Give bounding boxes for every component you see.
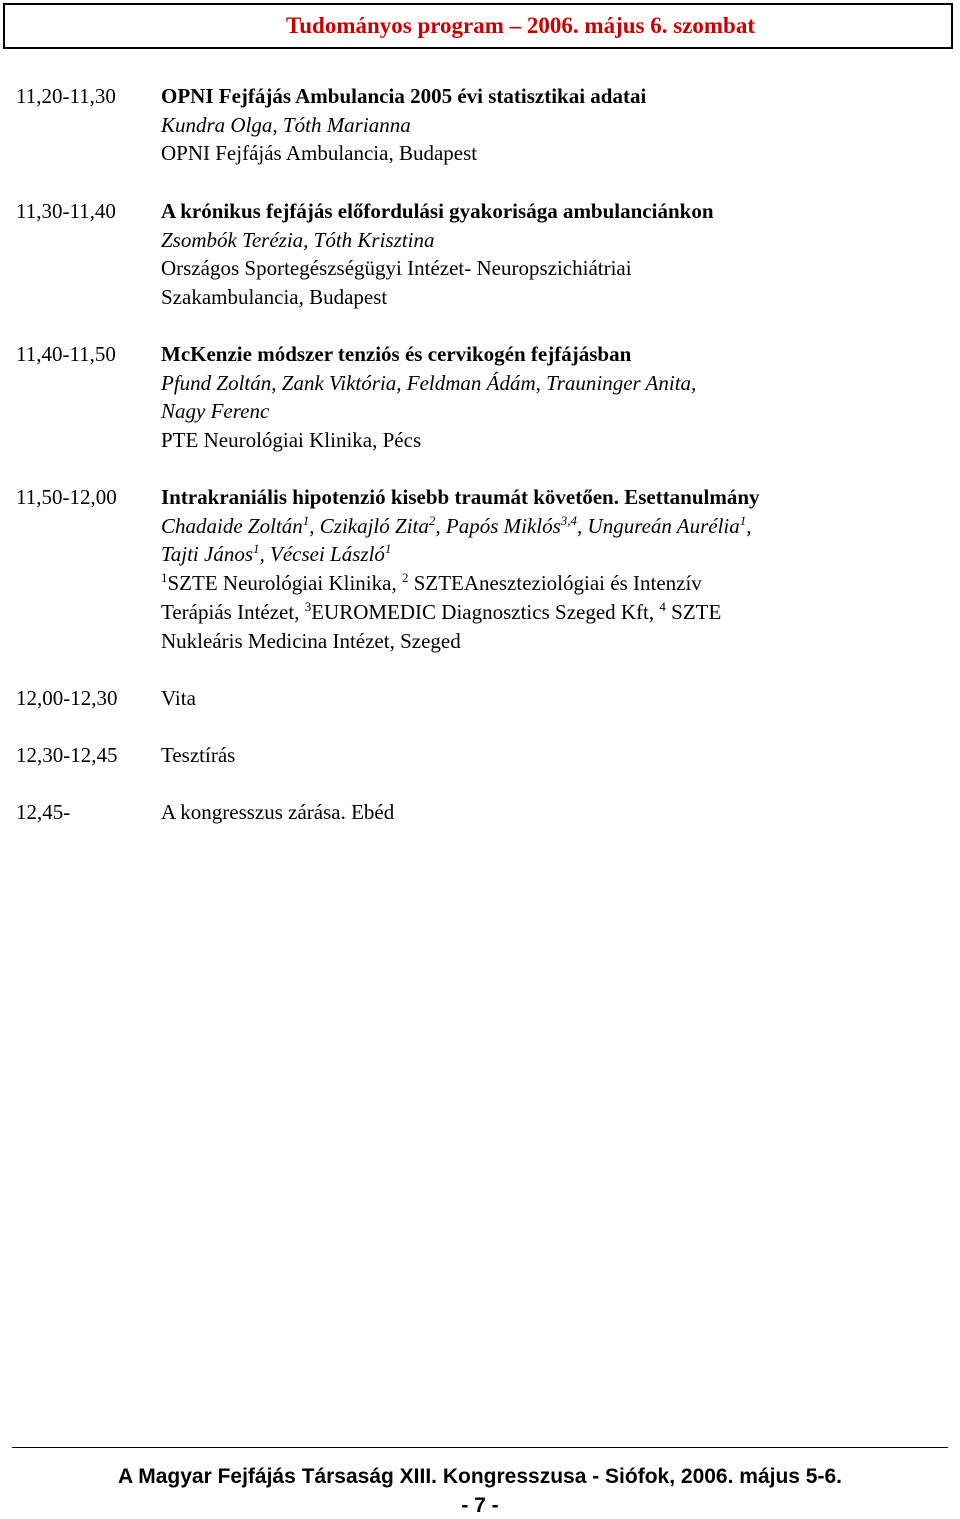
entry-text: Vita <box>161 686 196 710</box>
entry-affiliation: OPNI Fejfájás Ambulancia, Budapest <box>161 141 478 166</box>
header-box <box>3 3 953 49</box>
author-affiliation-sup: 1 <box>739 512 747 528</box>
author-affiliation-sup: 2 <box>428 512 436 528</box>
entry-authors: Zsombók Terézia, Tóth Krisztina <box>161 227 435 252</box>
affiliation-text: SZTEAneszteziológiai és Intenzív <box>413 571 702 596</box>
affiliation-sup: 4 <box>659 598 666 614</box>
entry-time: 11,20-11,30 <box>16 84 116 108</box>
footer-divider <box>12 1447 948 1448</box>
entry-authors: Tajti János$^1$, Vécsei László$^1$ <box>161 541 392 567</box>
entry-content <box>161 82 951 168</box>
entry-text: A kongresszus zárása. Ebéd <box>161 800 395 824</box>
affiliation-text: SZTE Neurológiai Klinika, <box>167 571 397 596</box>
entry-affiliation: Szakambulancia, Budapest <box>161 285 388 310</box>
entry-time: 12,45- <box>16 800 71 824</box>
entry-affiliation: Országos Sportegészségügyi Intézet- Neuropszichiátriai <box>161 256 632 281</box>
entry-title: A krónikus fejfájás előfordulási gyakorisága ambulanciánkon <box>161 199 714 223</box>
entry-content <box>161 483 951 655</box>
entry-text: Tesztírás <box>161 743 236 767</box>
affiliation-text: Nukleáris Medicina Intézet, Szeged <box>161 628 461 653</box>
affiliation-sup: 1 <box>161 570 168 586</box>
entry-time: 12,30-12,45 <box>16 743 118 767</box>
author-affiliation-sup: 1 <box>253 541 260 557</box>
affiliation-text: Terápiás Intézet, <box>161 599 300 624</box>
entry-affiliation <box>161 598 951 627</box>
author-affiliation-sup: 1 <box>384 541 392 557</box>
author-name: Tajti János <box>161 542 253 567</box>
entry-authors: Chadaide Zoltán$^1$, Czikajló Zita$^2$, Papós Miklós$^{3,4}$, Ungureán Aurélia$^1$, <box>161 512 752 538</box>
page-number: - 7 - <box>461 1494 499 1517</box>
entry-content <box>161 741 951 770</box>
entry-time: 11,50-12,00 <box>16 485 117 509</box>
entry-title: OPNI Fejfájás Ambulancia 2005 évi statisztikai adatai <box>161 84 647 108</box>
author-affiliation-sup: 3,4 <box>560 512 578 528</box>
author-name: Papós Miklós <box>445 513 561 538</box>
entry-title: Intrakraniális hipotenzió kisebb traumát követően. Esettanulmány <box>161 485 760 509</box>
entry-time: 11,40-11,50 <box>16 342 116 366</box>
affiliation-text: EUROMEDIC Diagnosztics Szeged Kft, <box>311 599 655 624</box>
entry-content <box>161 197 951 312</box>
author-name: Ungureán Aurélia <box>587 513 740 538</box>
entry-time: 12,00-12,30 <box>16 686 118 710</box>
author-name: Chadaide Zoltán <box>161 513 303 538</box>
author-affiliation-sup: 1 <box>302 512 310 528</box>
author-name: Czikajló Zita <box>319 513 429 538</box>
entry-content <box>161 340 951 455</box>
entry-content <box>161 684 951 713</box>
author-name: Vécsei László <box>270 542 385 567</box>
entry-affiliation <box>161 569 951 598</box>
entry-authors: Nagy Ferenc <box>161 399 270 424</box>
entry-authors: Kundra Olga, Tóth Marianna <box>161 112 411 137</box>
affiliation-sup: 2 <box>401 570 409 586</box>
entry-time: 11,30-11,40 <box>16 199 116 223</box>
entry-content <box>161 798 951 827</box>
entry-authors: Pfund Zoltán, Zank Viktória, Feldman Ádám, Trauninger Anita, <box>161 370 697 395</box>
entry-affiliation: PTE Neurológiai Klinika, Pécs <box>161 428 422 453</box>
footer-text: A Magyar Fejfájás Társaság XIII. Kongresszusa - Siófok, 2006. május 5-6. <box>117 1465 842 1488</box>
affiliation-sup: 3 <box>304 598 312 614</box>
entry-title: McKenzie módszer tenziós és cervikogén fejfájásban <box>161 342 632 366</box>
entry-affiliation <box>161 627 951 656</box>
page-title: Tudományos program – 2006. május 6. szombat <box>286 13 755 38</box>
affiliation-text: SZTE <box>671 599 722 624</box>
